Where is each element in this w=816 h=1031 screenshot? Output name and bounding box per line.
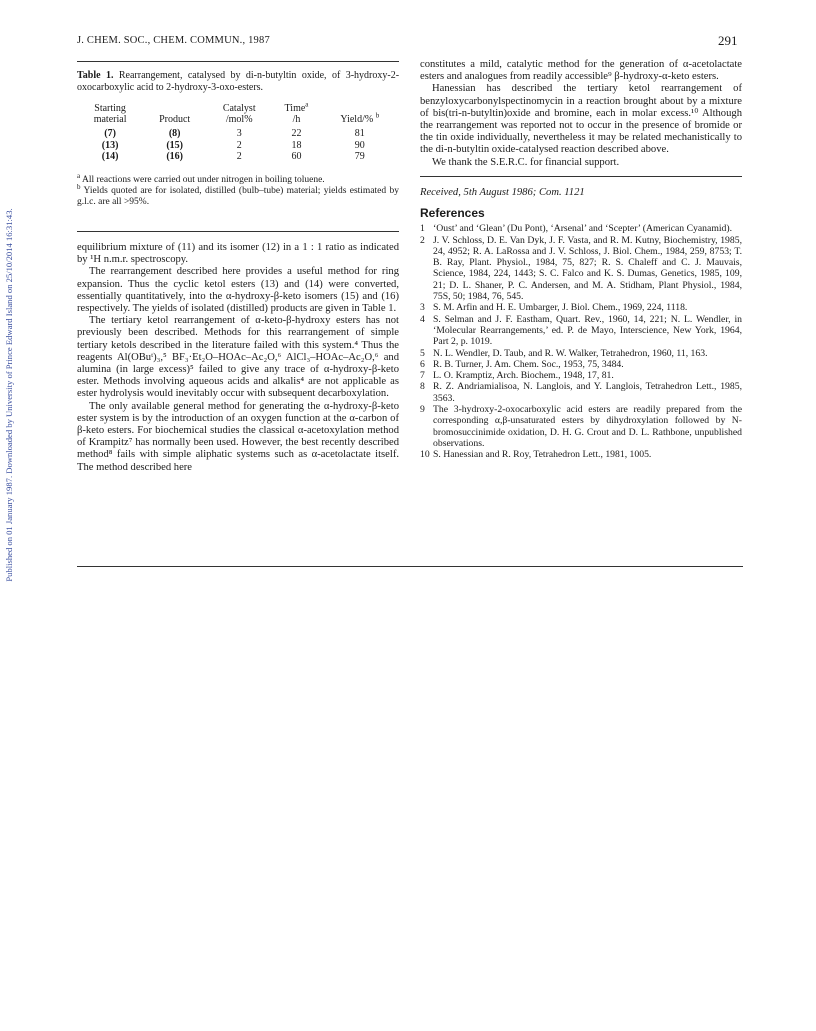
table-footnote-a: $^a$ All reactions were carried out under nitrogen in boiling toluene.	[77, 171, 325, 185]
body-paragraph: Hanessian has described the tertiary ketol rearrangement of benzyloxycarbonylspectinomycin in a reaction brought about by a mixture of bis(tri-n-butyltin)oxide and bromine, each in molar excess.¹⁰ Although the rearrangement was reported not to occur in the presence of bromide or the tin oxide individually, nevertheless it may be related mechanistically to the di-n-butyltin oxide-catalysed reaction described above.	[420, 83, 742, 156]
table-footnote-b: $^b$ Yields quoted are for isolated, distilled (bulb–tube) material; yields estimated by g.l.c. are all >95%.	[77, 182, 399, 207]
left-column-body	[77, 242, 399, 474]
reference-item: 6 R. B. Turner, J. Am. Chem. Soc., 1953, 75, 3484.	[420, 358, 624, 370]
table-grid	[77, 100, 399, 163]
body-paragraph: equilibrium mixture of (11) and its isomer (12) in a 1 : 1 ratio as indicated by ¹H n.m.r. spectroscopy.	[77, 242, 399, 266]
reference-item: 3 S. M. Arfin and H. E. Umbarger, J. Biol. Chem., 1969, 224, 1118.	[420, 302, 688, 314]
table-row: (14) (16) 2 60 79	[101, 151, 365, 162]
table-row: (7) (8) 3 22 81	[104, 128, 365, 139]
page-bottom-rule	[77, 566, 743, 567]
download-stamp-text: Published on 01 January 1987. Downloaded by University of Prince Edward Island on 25/10/2014 16:31:43.	[4, 208, 14, 582]
table-label: Table 1.	[77, 70, 114, 81]
page-number: 291	[718, 33, 738, 48]
top-rule-left	[77, 61, 399, 62]
reference-item: 5 N. L. Wendler, D. Taub, and R. W. Walker, Tetrahedron, 1960, 11, 163.	[420, 347, 708, 359]
table-bottom-rule	[77, 231, 399, 232]
col-yield: Yield/% $^b$	[340, 111, 380, 125]
table-1	[77, 70, 399, 208]
table-caption-text: Rearrangement, catalysed by di-n-butyltin oxide, of 3-hydroxy-2-oxocarboxylic acid to 2-hydroxy-3-oxo-esters.	[77, 70, 400, 93]
col-starting-material: Starting material	[93, 103, 127, 125]
body-paragraph: The tertiary ketol rearrangement of α-keto-β-hydroxy esters has not previously been described. Methods for this rearrangement of simple tertiary ketols described in the literature failed with this system.⁴ Thus the reagents Al(OBuᵗ)₃,⁵ BF₃·Et₂O–HOAc–Ac₂O,⁶ AlCl₃–HOAc–Ac₂O,⁶ and alumina (in large excess)⁵ failed to give any trace of α-hydroxy-β-keto ester. Methods involving aqueous acids and alkalis⁴ are not applicable as ester hydrolysis would inevitably occur with subsequent decarboxylation.	[77, 315, 399, 400]
col-product: Product	[159, 114, 191, 125]
running-header: J. CHEM. SOC., CHEM. COMMUN., 1987	[77, 35, 270, 46]
table-row: (13) (15) 2 18 90	[101, 139, 365, 151]
col-time: Time$^a$ /h	[284, 100, 309, 125]
reference-item: 1 ‘Oust’ and ‘Glean’ (Du Pont), ‘Arsenal’ and ‘Scepter’ (American Cyanamid).	[420, 223, 733, 235]
right-column-body	[420, 59, 742, 460]
body-paragraph: The only available general method for generating the α-hydroxy-β-keto ester system is by the introduction of an oxygen function at the α-carbon of β-keto esters. For biochemical studies the classical α-acetoxylation method of Krampitz⁷ has normally been used. However, the best recently described method⁸ fails with simple aliphatic systems such as α-acetolactate itself. The method described here	[77, 400, 399, 473]
download-stamp	[2, 160, 16, 630]
received-rule	[420, 176, 742, 177]
received-line: Received, 5th August 1986; Com. 1121	[420, 186, 585, 198]
reference-item: 4 S. Selman and J. F. Eastham, Quart. Rev., 1960, 14, 221; N. L. Wendler, in ‘Molecular Rearrangements,’ ed. P. de Mayo, Interscience, New York, 1964, Part 2, p. 1019.	[420, 313, 742, 348]
body-paragraph: constitutes a mild, catalytic method for the generation of α-acetolactate esters and analogues from readily accessible⁹ β-hydroxy-α-keto esters.	[420, 59, 742, 83]
reference-item: 10 S. Hanessian and R. Roy, Tetrahedron Lett., 1981, 1005.	[420, 449, 652, 461]
reference-item: 9 The 3-hydroxy-2-oxocarboxylic acid esters are readily prepared from the corresponding α,β-unsaturated esters by dihydroxylation followed by N-bromosuccinimide oxidation, D. H. G. Crout and D. L. Rathbone, unpublished observations.	[420, 403, 742, 449]
table-caption	[77, 70, 399, 93]
body-paragraph: The rearrangement described here provides a useful method for ring expansion. Thus the cyclic ketol esters (13) and (14) were converted, essentially quantitatively, into the α-hydroxy-β-keto isomers (15) and (16) respectively. The yields of isolated (distilled) products are given in Table 1.	[77, 266, 399, 315]
col-catalyst: Catalyst /mol%	[222, 103, 256, 125]
reference-item: 8 R. Z. Andriamialisoa, N. Langlois, and Y. Langlois, Tetrahedron Lett., 1985, 3563.	[420, 381, 742, 404]
reference-item: 2 J. V. Schloss, D. E. Van Dyk, J. F. Vasta, and R. M. Kutny, Biochemistry, 1985, 24, 4952; R. A. LaRossa and J. V. Schloss, J. Biol. Chem., 1984, 259, 8753; T. B. Ray, Plant. Physiol., 1984, 75, 827; R. S. Chaleff and C. J. Mauvais, Science, 1984, 224, 1443; S. C. Falco and K. S. Dumas, Genetics, 1985, 109, 21; D. L. Shaner, P. C. Andersen, and M. A. Stidham, Plant Physiol., 1984, 75S, 50; 1984, 76, 545.	[420, 234, 742, 303]
reference-item: 7 L. O. Kramptiz, Arch. Biochem., 1948, 17, 81.	[420, 370, 614, 382]
table-header-row	[77, 103, 399, 125]
acknowledgement: We thank the S.E.R.C. for financial support.	[432, 156, 620, 168]
reference-list	[420, 223, 742, 460]
references-heading: References	[420, 206, 485, 221]
